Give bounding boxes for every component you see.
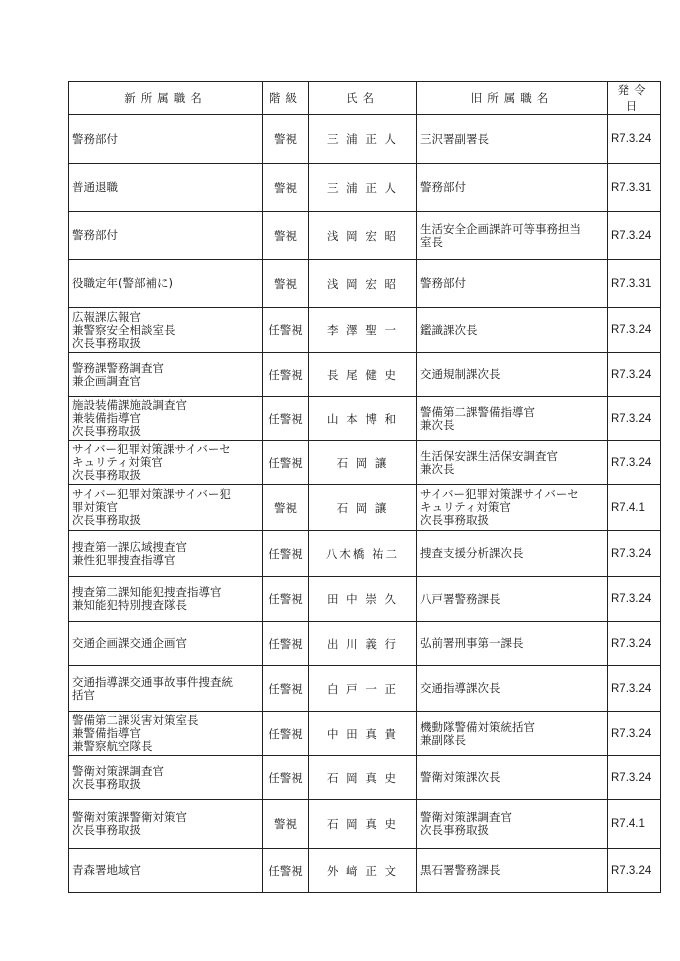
cell-old-post: 三沢署副署長 — [417, 115, 608, 164]
cell-new-post: 普通退職 — [69, 164, 263, 212]
cell-old-post: 黒石署警務課長 — [417, 849, 608, 893]
cell-old-post: 交通指導課次長 — [417, 666, 608, 712]
table-row — [69, 441, 661, 485]
cell-rank: 任警視 — [263, 308, 309, 353]
cell-date: R7.3.24 — [608, 397, 661, 441]
cell-new-post: 青森署地域官 — [69, 849, 263, 893]
cell-date: R7.3.24 — [608, 531, 661, 577]
cell-old-post: 警備第二課警備指導官 兼次長 — [417, 397, 608, 441]
table-row — [69, 485, 661, 531]
header-old-post: 旧所属職名 — [417, 82, 608, 115]
cell-name: 田 中 崇 久 — [309, 577, 417, 622]
cell-old-post: 警務部付 — [417, 260, 608, 308]
cell-new-post: 役職定年(警部補に) — [69, 260, 263, 308]
cell-date: R7.3.24 — [608, 115, 661, 164]
table-row — [69, 800, 661, 849]
cell-date: R7.3.24 — [608, 441, 661, 485]
cell-date: R7.3.24 — [608, 756, 661, 800]
cell-rank: 警視 — [263, 164, 309, 212]
cell-old-post: 生活保安課生活保安調査官 兼次長 — [417, 441, 608, 485]
table-body — [69, 115, 661, 893]
cell-date: R7.3.24 — [608, 666, 661, 712]
cell-old-post: 警衛対策課次長 — [417, 756, 608, 800]
cell-rank: 警視 — [263, 485, 309, 531]
cell-rank: 任警視 — [263, 353, 309, 397]
cell-new-post: 広報課広報官 兼警察安全相談室長 次長事務取扱 — [69, 308, 263, 353]
cell-old-post: 弘前署刑事第一課長 — [417, 622, 608, 666]
table-row — [69, 531, 661, 577]
cell-date: R7.3.31 — [608, 260, 661, 308]
table-row — [69, 308, 661, 353]
cell-old-post: 鑑識課次長 — [417, 308, 608, 353]
cell-rank: 任警視 — [263, 756, 309, 800]
header-date: 発令日 — [608, 82, 661, 115]
cell-new-post: 施設装備課施設調査官 兼装備指導官 次長事務取扱 — [69, 397, 263, 441]
table-row — [69, 397, 661, 441]
cell-old-post: 機動隊警備対策統括官 兼副隊長 — [417, 712, 608, 756]
cell-rank: 警視 — [263, 115, 309, 164]
cell-date: R7.4.1 — [608, 800, 661, 849]
cell-old-post: 警務部付 — [417, 164, 608, 212]
cell-date: R7.3.24 — [608, 577, 661, 622]
cell-name: 李 澤 聖 一 — [309, 308, 417, 353]
cell-name: 三 浦 正 人 — [309, 115, 417, 164]
cell-old-post: 捜査支援分析課次長 — [417, 531, 608, 577]
table-row — [69, 353, 661, 397]
cell-name: 長 尾 健 史 — [309, 353, 417, 397]
cell-rank: 任警視 — [263, 577, 309, 622]
cell-date: R7.3.24 — [608, 712, 661, 756]
cell-name: 白 戸 一 正 — [309, 666, 417, 712]
table-row — [69, 212, 661, 260]
cell-new-post: サイバー犯罪対策課サイバーセ キュリティ対策官 次長事務取扱 — [69, 441, 263, 485]
cell-name: 石 岡 真 史 — [309, 800, 417, 849]
personnel-table — [68, 81, 661, 893]
table-row — [69, 849, 661, 893]
cell-new-post: 警衛対策課調査官 次長事務取扱 — [69, 756, 263, 800]
cell-rank: 警視 — [263, 800, 309, 849]
cell-new-post: 捜査第一課広域捜査官 兼性犯罪捜査指導官 — [69, 531, 263, 577]
cell-rank: 任警視 — [263, 441, 309, 485]
table-row — [69, 164, 661, 212]
cell-name: 中 田 真 貴 — [309, 712, 417, 756]
cell-rank: 警視 — [263, 260, 309, 308]
cell-old-post: 八戸署警務課長 — [417, 577, 608, 622]
cell-old-post: 生活安全企画課許可等事務担当 室長 — [417, 212, 608, 260]
table-row — [69, 115, 661, 164]
cell-new-post: 警務課警務調査官 兼企画調査官 — [69, 353, 263, 397]
header-new-post: 新所属職名 — [69, 82, 263, 115]
cell-date: R7.3.24 — [608, 849, 661, 893]
cell-date: R7.3.24 — [608, 622, 661, 666]
cell-new-post: 交通指導課交通事故事件捜査統 括官 — [69, 666, 263, 712]
cell-rank: 任警視 — [263, 712, 309, 756]
cell-new-post: 捜査第二課知能犯捜査指導官 兼知能犯特別捜査隊長 — [69, 577, 263, 622]
table-row — [69, 622, 661, 666]
cell-old-post: 警衛対策課調査官 次長事務取扱 — [417, 800, 608, 849]
cell-rank: 任警視 — [263, 666, 309, 712]
cell-rank: 任警視 — [263, 622, 309, 666]
cell-name: 外 﨑 正 文 — [309, 849, 417, 893]
cell-name: 石 岡 真 史 — [309, 756, 417, 800]
cell-rank: 警視 — [263, 212, 309, 260]
cell-name: 山 本 博 和 — [309, 397, 417, 441]
cell-new-post: 警務部付 — [69, 212, 263, 260]
cell-new-post: 警備第二課災害対策室長 兼警備指導官 兼警察航空隊長 — [69, 712, 263, 756]
cell-date: R7.3.24 — [608, 353, 661, 397]
header-rank: 階級 — [263, 82, 309, 115]
cell-date: R7.3.24 — [608, 212, 661, 260]
cell-date: R7.4.1 — [608, 485, 661, 531]
table-row — [69, 577, 661, 622]
cell-name: 石 岡 讓 — [309, 485, 417, 531]
cell-new-post: 交通企画課交通企画官 — [69, 622, 263, 666]
table-row — [69, 666, 661, 712]
cell-new-post: サイバー犯罪対策課サイバー犯 罪対策官 次長事務取扱 — [69, 485, 263, 531]
cell-name: 八木橋 祐二 — [309, 531, 417, 577]
table-row — [69, 712, 661, 756]
cell-rank: 任警視 — [263, 397, 309, 441]
header-name: 氏名 — [309, 82, 417, 115]
cell-name: 浅 岡 宏 昭 — [309, 260, 417, 308]
cell-date: R7.3.24 — [608, 308, 661, 353]
cell-rank: 任警視 — [263, 849, 309, 893]
cell-old-post: 交通規制課次長 — [417, 353, 608, 397]
table-row — [69, 756, 661, 800]
cell-name: 浅 岡 宏 昭 — [309, 212, 417, 260]
cell-new-post: 警衛対策課警衛対策官 次長事務取扱 — [69, 800, 263, 849]
cell-name: 三 浦 正 人 — [309, 164, 417, 212]
cell-new-post: 警務部付 — [69, 115, 263, 164]
table-header-row — [69, 82, 661, 115]
table-row — [69, 260, 661, 308]
cell-date: R7.3.31 — [608, 164, 661, 212]
cell-rank: 任警視 — [263, 531, 309, 577]
cell-name: 出 川 義 行 — [309, 622, 417, 666]
cell-old-post: サイバー犯罪対策課サイバーセ キュリティ対策官 次長事務取扱 — [417, 485, 608, 531]
cell-name: 石 岡 讓 — [309, 441, 417, 485]
